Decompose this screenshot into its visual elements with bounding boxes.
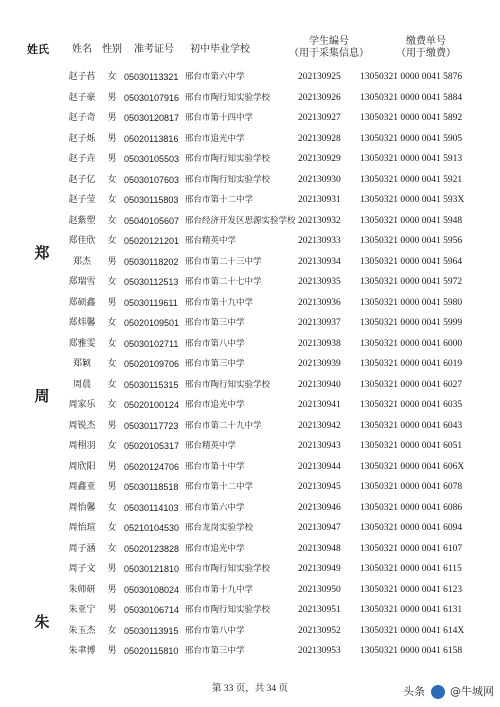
- student-gender: 男: [107, 297, 117, 308]
- student-name: 周怡馨: [68, 502, 96, 513]
- student-id: 202130949: [298, 564, 341, 574]
- table-row: [0, 458, 500, 476]
- exam-number: 05210104530: [124, 523, 180, 533]
- school-name: 邢台市第十二中学: [185, 195, 254, 205]
- header-payment-line2: （用于缴费）: [396, 48, 456, 59]
- exam-number: 05030106714: [124, 605, 180, 615]
- payment-number: 13050321 0000 0041 606X: [360, 461, 465, 472]
- payment-number: 13050321 0000 0041 6000: [360, 338, 463, 349]
- student-gender: 男: [107, 605, 117, 615]
- school-name: 邢台市第六中学: [185, 502, 245, 513]
- student-gender: 女: [107, 174, 117, 185]
- school-name: 邢台精英中学: [185, 441, 237, 451]
- student-id: 202130935: [298, 277, 341, 287]
- school-name: 邢台龙岗实验学校: [185, 523, 254, 533]
- student-id: 202130938: [298, 338, 341, 349]
- student-gender: 女: [107, 359, 117, 369]
- school-name: 邢台市第六中学: [185, 72, 245, 82]
- table-row: [0, 89, 500, 107]
- payment-number: 13050321 0000 0041 6043: [360, 420, 463, 431]
- student-id: 202130939: [298, 359, 341, 369]
- header-student-id-line1: 学生编号: [309, 36, 349, 47]
- header-student-id-line2: （用于采集信息）: [289, 48, 369, 59]
- header-gender: 性别: [102, 44, 122, 55]
- student-gender: 女: [107, 72, 117, 82]
- student-gender: 女: [107, 195, 117, 205]
- student-name: 周子文: [68, 564, 96, 574]
- header-name: 姓名: [72, 44, 92, 55]
- table-row: [0, 355, 500, 373]
- watermark-logo-icon: [431, 685, 445, 699]
- payment-number: 13050321 0000 0041 6078: [360, 482, 463, 492]
- student-gender: 女: [107, 338, 117, 349]
- student-name: 朱师研: [68, 584, 96, 595]
- student-gender: 男: [107, 256, 117, 267]
- student-gender: 男: [107, 482, 117, 492]
- table-row: [0, 232, 500, 250]
- student-name: 周欣阳: [68, 461, 96, 472]
- student-gender: 女: [107, 379, 117, 390]
- student-id: 202130934: [298, 256, 341, 267]
- table-row: [0, 396, 500, 414]
- school-name: 邢台市第十九中学: [185, 584, 254, 595]
- school-name: 邢台市第八中学: [185, 338, 245, 349]
- student-id: 202130928: [298, 133, 341, 144]
- exam-number: 05030108024: [124, 584, 180, 595]
- student-gender: 男: [107, 584, 117, 595]
- student-id: 202130947: [298, 523, 341, 533]
- student-gender: 男: [107, 154, 117, 164]
- table-row: [0, 109, 500, 127]
- school-name: 邢台市追光中学: [185, 133, 245, 144]
- student-name: 朱亚宁: [68, 605, 96, 615]
- exam-number: 05020121201: [124, 236, 180, 246]
- student-name: 郑硕鑫: [68, 297, 96, 308]
- payment-number: 13050321 0000 0041 5948: [360, 215, 463, 226]
- school-name: 邢台市第三中学: [185, 318, 245, 328]
- student-gender: 女: [107, 441, 117, 451]
- payment-number: 13050321 0000 0041 5876: [360, 72, 463, 82]
- student-name: 郑颖: [72, 359, 91, 369]
- exam-number: 05030105503: [124, 154, 180, 164]
- watermark-prefix: 头条: [403, 685, 425, 698]
- table-row: [0, 376, 500, 394]
- payment-number: 13050321 0000 0041 6086: [360, 502, 463, 513]
- student-gender: 女: [107, 625, 117, 636]
- student-id: 202130942: [298, 420, 341, 431]
- student-id: 202130953: [298, 646, 341, 656]
- student-id: 202130932: [298, 215, 341, 226]
- exam-number: 05020100124: [124, 400, 180, 410]
- school-name: 邢台市第八中学: [185, 625, 245, 636]
- school-name: 邢台市陶行知实验学校: [185, 564, 271, 574]
- header-student-id: [286, 36, 372, 60]
- exam-number: 05030112513: [124, 277, 179, 287]
- student-name: 赵子亿: [68, 174, 96, 185]
- exam-number: 05020124706: [124, 461, 180, 472]
- school-name: 邢台市第二十三中学: [185, 256, 262, 267]
- student-name: 周家乐: [68, 400, 96, 410]
- exam-number: 05020123828: [124, 543, 180, 554]
- exam-number: 05020113816: [124, 133, 179, 144]
- exam-number: 05030119611: [124, 297, 178, 308]
- student-id: 202130941: [298, 400, 341, 410]
- student-gender: 男: [107, 133, 117, 144]
- student-name: 赵子垚: [68, 154, 96, 164]
- school-name: 邢台市第十二中学: [185, 482, 254, 492]
- payment-number: 13050321 0000 0041 593X: [360, 195, 465, 205]
- payment-number: 13050321 0000 0041 6115: [360, 564, 462, 574]
- payment-number: 13050321 0000 0041 614X: [360, 625, 465, 636]
- student-gender: 男: [107, 420, 117, 431]
- student-id: 202130943: [298, 441, 341, 451]
- table-row: [0, 499, 500, 517]
- student-name: 周子涵: [68, 543, 96, 554]
- payment-number: 13050321 0000 0041 5964: [360, 256, 463, 267]
- exam-number: 05030113321: [124, 72, 179, 82]
- table-row: [0, 581, 500, 599]
- student-name: 赵子奇: [68, 113, 96, 123]
- header-exam-no: 准考证号: [134, 44, 174, 55]
- table-row: [0, 212, 500, 230]
- student-name: 周晨: [72, 379, 91, 390]
- table-row: [0, 314, 500, 332]
- school-name: 邢台市陶行知实验学校: [185, 154, 271, 164]
- payment-number: 13050321 0000 0041 5892: [360, 113, 463, 123]
- student-name: 赵子豪: [68, 92, 96, 103]
- header-school: 初中毕业学校: [190, 44, 250, 55]
- student-id: 202130929: [298, 154, 341, 164]
- table-row: [0, 519, 500, 537]
- header-payment: [376, 36, 476, 60]
- student-id: 202130926: [298, 92, 341, 103]
- student-gender: 男: [107, 92, 117, 103]
- school-name: 邢台市追光中学: [185, 543, 245, 554]
- student-id: 202130948: [298, 543, 341, 554]
- school-name: 邢台市陶行知实验学校: [185, 379, 271, 390]
- student-gender: 女: [107, 318, 117, 328]
- student-name: 郑炜馨: [68, 318, 96, 328]
- student-name: 郑雅雯: [68, 338, 96, 349]
- table-row: [0, 540, 500, 558]
- exam-number: 05020109501: [124, 318, 180, 328]
- student-id: 202130927: [298, 113, 341, 123]
- student-gender: 男: [107, 113, 117, 123]
- student-name: 朱玉杰: [68, 625, 96, 636]
- payment-number: 13050321 0000 0041 6035: [360, 400, 463, 410]
- student-id: 202130940: [298, 379, 341, 390]
- student-gender: 男: [107, 461, 117, 472]
- header-payment-line1: 缴费单号: [406, 36, 446, 47]
- school-name: 邢台市第十中学: [185, 461, 245, 472]
- student-gender: 男: [107, 646, 117, 656]
- table-row: [0, 478, 500, 496]
- student-name: 朱聿博: [68, 646, 96, 656]
- school-name: 邢台市第十九中学: [185, 297, 254, 308]
- payment-number: 13050321 0000 0041 5956: [360, 236, 463, 246]
- student-gender: 女: [107, 543, 117, 554]
- student-id: 202130951: [298, 605, 341, 615]
- table-row: [0, 150, 500, 168]
- school-name: 邢台市第十四中学: [185, 113, 254, 123]
- exam-number: 05020115810: [124, 646, 179, 656]
- payment-number: 13050321 0000 0041 6158: [360, 646, 463, 656]
- payment-number: 13050321 0000 0041 5921: [360, 174, 463, 185]
- exam-number: 05040105607: [124, 215, 180, 226]
- payment-number: 13050321 0000 0041 5913: [360, 154, 463, 164]
- surname-group-label: 周: [34, 387, 50, 405]
- student-id: 202130925: [298, 72, 341, 82]
- school-name: 邢台市追光中学: [185, 400, 245, 410]
- student-id: 202130946: [298, 502, 341, 513]
- student-name: 周锐杰: [68, 420, 96, 431]
- payment-number: 13050321 0000 0041 5905: [360, 133, 463, 144]
- student-name: 周怡瑄: [68, 523, 96, 533]
- table-row: [0, 171, 500, 189]
- exam-number: 05030121810: [124, 564, 180, 574]
- exam-number: 05030107603: [124, 174, 180, 185]
- student-name: 赵子烁: [68, 133, 96, 144]
- student-id: 202130950: [298, 584, 341, 595]
- exam-number: 05030114103: [124, 502, 179, 513]
- student-id: 202130937: [298, 318, 341, 328]
- payment-number: 13050321 0000 0041 5972: [360, 277, 463, 287]
- table-row: [0, 560, 500, 578]
- student-name: 周栩羽: [68, 441, 96, 451]
- table-row: [0, 335, 500, 353]
- payment-number: 13050321 0000 0041 5980: [360, 297, 463, 308]
- table-row: [0, 642, 500, 660]
- school-name: 邢台市陶行知实验学校: [185, 92, 271, 103]
- table-row: [0, 601, 500, 619]
- student-name: 周鑫亚: [68, 482, 96, 492]
- exam-number: 05020109706: [124, 359, 180, 369]
- exam-number: 05030107916: [124, 92, 180, 103]
- table-row: [0, 130, 500, 148]
- surname-group-label: 朱: [34, 612, 50, 631]
- student-gender: 女: [107, 236, 117, 246]
- payment-number: 13050321 0000 0041 6051: [360, 441, 463, 451]
- student-gender: 女: [107, 400, 117, 410]
- exam-number: 05020105317: [124, 441, 180, 451]
- school-name: 邢台市第二十七中学: [185, 277, 262, 287]
- table-row: [0, 253, 500, 271]
- student-id: 202130933: [298, 236, 341, 246]
- exam-number: 05030118202: [124, 256, 179, 267]
- watermark-name: 牛城网: [461, 685, 494, 698]
- payment-number: 13050321 0000 0041 5884: [360, 92, 463, 103]
- payment-number: 13050321 0000 0041 6123: [360, 584, 463, 595]
- exam-number: 05030120817: [124, 113, 180, 123]
- exam-number: 05030117723: [124, 420, 179, 431]
- table-row: [0, 417, 500, 435]
- school-name: 邢台精英中学: [185, 236, 237, 246]
- student-id: 202130944: [298, 461, 341, 472]
- student-id: 202130931: [298, 195, 341, 205]
- surname-group-label: 郑: [34, 243, 50, 262]
- table-row: [0, 437, 500, 455]
- exam-number: 05030102711: [124, 338, 179, 349]
- exam-number: 05030118518: [124, 482, 179, 492]
- header-surname: 姓氏: [27, 43, 49, 56]
- table-row: [0, 68, 500, 86]
- table-row: [0, 191, 500, 209]
- watermark: [403, 683, 494, 699]
- watermark-at: @: [450, 685, 461, 698]
- exam-number: 05030115315: [124, 379, 179, 390]
- school-name: 邢台市第三中学: [185, 646, 245, 656]
- payment-number: 13050321 0000 0041 6019: [360, 359, 463, 369]
- school-name: 邢台市第三中学: [185, 359, 245, 369]
- student-id: 202130952: [298, 625, 341, 636]
- school-name: 邢台市陶行知实验学校: [185, 605, 271, 615]
- student-gender: 男: [107, 564, 117, 574]
- student-gender: 女: [107, 523, 117, 533]
- student-id: 202130930: [298, 174, 341, 185]
- payment-number: 13050321 0000 0041 6027: [360, 379, 463, 390]
- payment-number: 13050321 0000 0041 6107: [360, 543, 463, 554]
- student-name: 郑佳欣: [68, 236, 96, 246]
- exam-number: 05030113915: [124, 625, 179, 636]
- student-gender: 女: [107, 502, 117, 513]
- payment-number: 13050321 0000 0041 5999: [360, 318, 463, 328]
- student-name: 赵子萏: [68, 72, 96, 82]
- school-name: 邢台经济开发区思源实验学校: [185, 215, 296, 226]
- page-number: 第 33 页，共 34 页: [211, 684, 288, 694]
- school-name: 邢台市第二十九中学: [185, 420, 262, 431]
- student-name: 郑杰: [72, 256, 91, 267]
- table-row: [0, 294, 500, 312]
- student-id: 202130945: [298, 482, 341, 492]
- school-name: 邢台市陶行知实验学校: [185, 174, 271, 185]
- student-gender: 女: [107, 277, 117, 287]
- payment-number: 13050321 0000 0041 6094: [360, 523, 463, 533]
- table-row: [0, 622, 500, 640]
- student-id: 202130936: [298, 297, 341, 308]
- student-gender: 女: [107, 215, 117, 226]
- payment-number: 13050321 0000 0041 6131: [360, 605, 463, 615]
- student-name: 郑瑞雪: [68, 277, 96, 287]
- student-name: 赵紫塑: [68, 215, 96, 226]
- table-row: [0, 273, 500, 291]
- exam-number: 05030115803: [124, 195, 179, 205]
- student-name: 赵子莹: [68, 195, 96, 205]
